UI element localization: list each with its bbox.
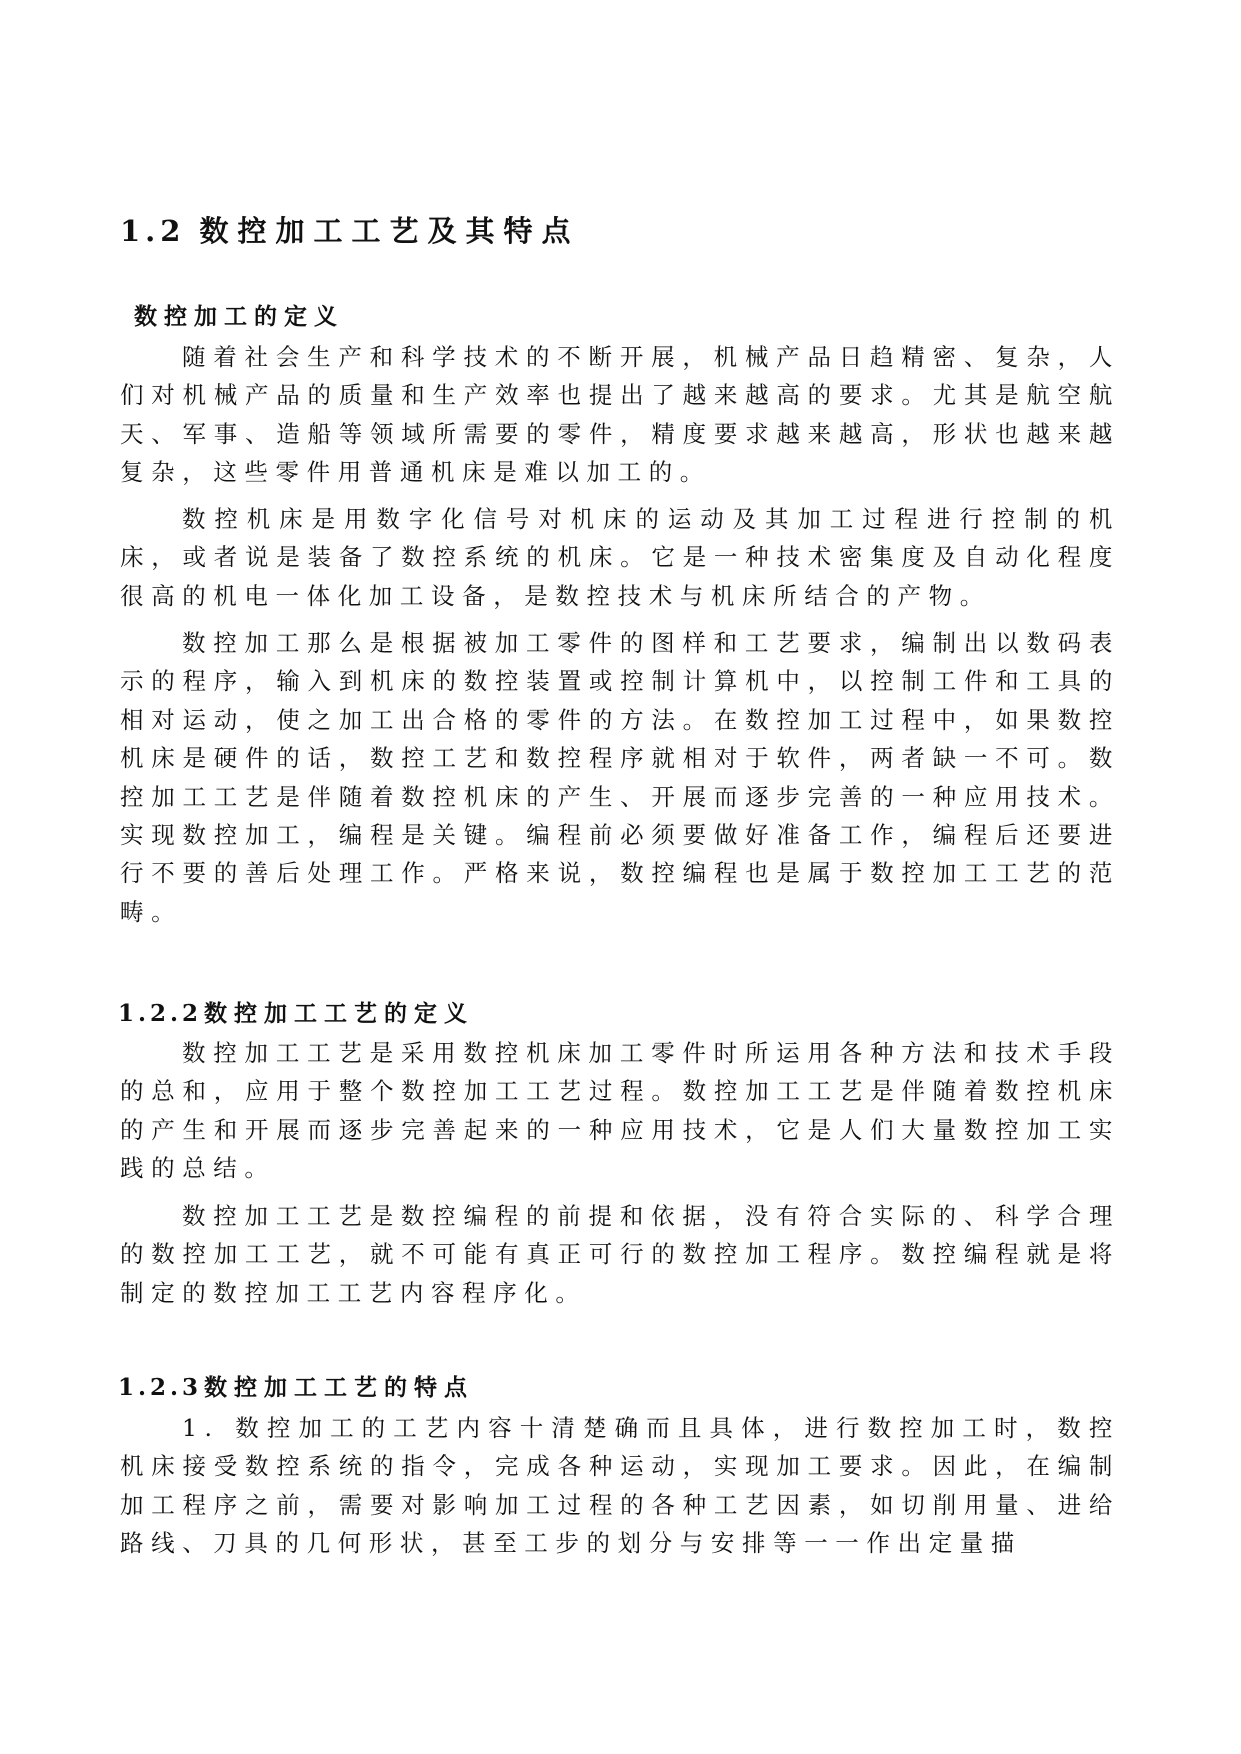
subsection-title: 数控加工工艺的定义 bbox=[204, 1000, 475, 1027]
paragraph: 数控加工工艺是数控编程的前提和依据，没有符合实际的、科学合理的数控加工工艺，就不可能有真正可行的数控加工程序。数控编程就是将制定的数控加工工艺内容程序化。 bbox=[120, 1202, 1120, 1307]
section-title: 数控加工工艺及其特点 bbox=[199, 214, 580, 248]
subsection-title: 数控加工的定义 bbox=[134, 303, 344, 330]
paragraph: 数控加工工艺是采用数控机床加工零件时所运用各种方法和技术手段的总和，应用于整个数控加工工艺过程。数控加工工艺是伴随着数控机床的产生和开展而逐步完善起来的一种应用技术，它是人们大量数控加工实践的总结。 bbox=[120, 1039, 1120, 1183]
subsection-number: 1.2.3 bbox=[118, 1374, 203, 1401]
paragraph: 随着社会生产和科学技术的不断开展，机械产品日趋精密、复杂，人们对机械产品的质量和生产效率也提出了越来越高的要求。尤其是航空航天、军事、造船等领域所需要的零件，精度要求越来越高，形状也越来越复杂，这些零件用普通机床是难以加工的。 bbox=[120, 343, 1120, 487]
paragraph: 1. 数控加工的工艺内容十清楚确而且具体，进行数控加工时，数控机床接受数控系统的指令，完成各种运动，实现加工要求。因此，在编制加工程序之前，需要对影响加工过程的各种工艺因素，如切削用量、进给路线、刀具的几何形状，甚至工步的划分与安排等一一作出定量描 bbox=[120, 1414, 1120, 1558]
subsection-number: 1.2.2 bbox=[118, 1000, 203, 1027]
section-heading bbox=[120, 210, 579, 252]
subsection-heading bbox=[118, 995, 474, 1033]
subsection-title: 数控加工工艺的特点 bbox=[204, 1374, 475, 1401]
section-number: 1.2 bbox=[120, 214, 186, 248]
paragraph: 数控机床是用数字化信号对机床的运动及其加工过程进行控制的机床，或者说是装备了数控系统的机床。它是一种技术密集度及自动化程度很高的机电一体化加工设备，是数控技术与机床所结合的产物。 bbox=[120, 505, 1120, 610]
paragraph: 数控加工那么是根据被加工零件的图样和工艺要求，编制出以数码表示的程序，输入到机床的数控装置或控制计算机中，以控制工件和工具的相对运动，使之加工出合格的零件的方法。在数控加工过程中，如果数控机床是硬件的话，数控工艺和数控程序就相对于软件，两者缺一不可。数控加工工艺是伴随着数控机床的产生、开展而逐步完善的一种应用技术。实现数控加工，编程是关键。编程前必须要做好准备工作，编程后还要进行不要的善后处理工作。严格来说，数控编程也是属于数控加工工艺的范畴。 bbox=[120, 629, 1120, 926]
subsection-heading bbox=[134, 298, 344, 336]
subsection-heading bbox=[118, 1369, 474, 1407]
